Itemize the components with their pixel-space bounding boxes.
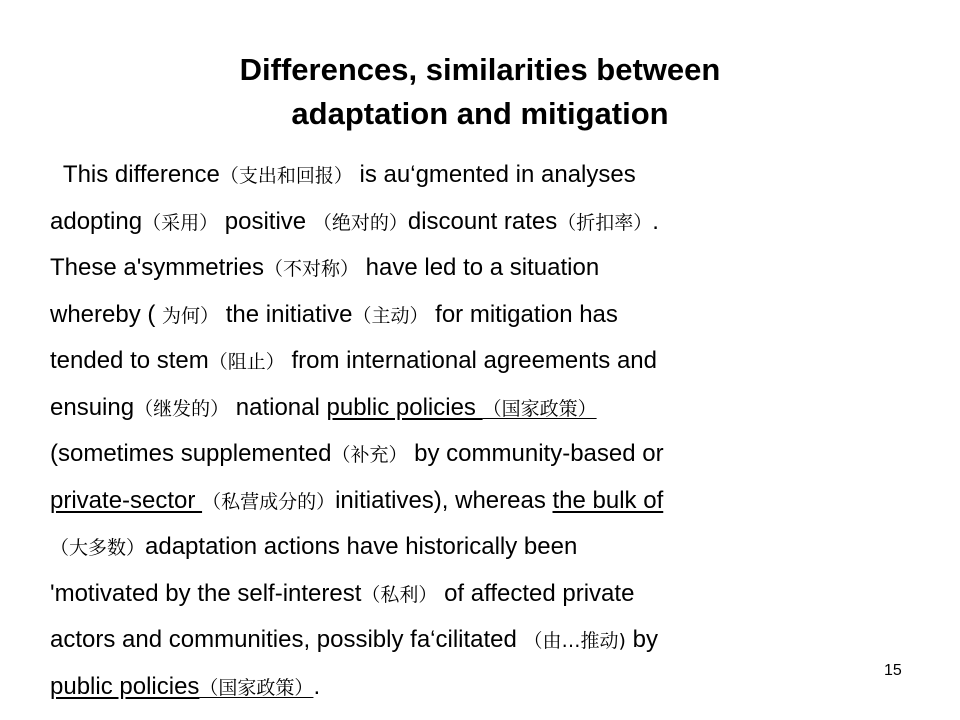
text-segment: is au‘gmented in analyses (352, 161, 636, 188)
page-number: 15 (884, 662, 902, 679)
text-line (50, 667, 910, 714)
text-segment: adopting (50, 207, 143, 235)
text-segment: national (229, 393, 327, 421)
underlined-term: private-sector (50, 486, 203, 514)
text-segment: . (313, 672, 321, 700)
text-segment: by (625, 626, 658, 653)
chinese-gloss: （绝对的） (312, 211, 408, 234)
text-line (50, 388, 910, 435)
text-segment: These a'symmetries (50, 254, 264, 281)
underlined-term: public policies (326, 393, 483, 421)
text-segment: from international agreements and (284, 347, 657, 374)
body-paragraph (50, 155, 910, 713)
text-segment: ensuing (50, 393, 135, 421)
chinese-gloss: （采用） (142, 211, 219, 234)
text-segment: discount rates (407, 207, 558, 235)
text-segment: for mitigation has (428, 300, 618, 328)
chinese-gloss: （继发的） (134, 397, 230, 420)
chinese-gloss: （私营成分的） (202, 490, 336, 513)
chinese-gloss: （支出和回报） (219, 165, 353, 187)
text-segment: whereby ( (50, 300, 163, 328)
text-line (50, 202, 910, 249)
text-segment: This difference (50, 161, 220, 188)
chinese-gloss: （由…推动) (523, 630, 626, 652)
text-line (50, 341, 910, 388)
title-line-1: Differences, similarities between (239, 52, 721, 87)
text-line (50, 434, 910, 481)
text-line (50, 481, 910, 528)
chinese-gloss: 为何） (162, 304, 220, 327)
chinese-gloss: （主动） (352, 304, 429, 327)
text-segment: by community-based or (407, 440, 664, 467)
text-segment: initiatives), whereas (335, 486, 553, 514)
text-segment: positive (218, 207, 313, 235)
text-segment: tended to stem (50, 347, 209, 374)
chinese-gloss: （折扣率） (557, 211, 653, 234)
underlined-term: public policies (50, 672, 200, 700)
text-line (50, 574, 910, 621)
text-segment: adaptation actions have historically been (145, 533, 578, 560)
text-segment: (sometimes supplemented (50, 440, 332, 467)
chinese-gloss: （阻止） (208, 351, 285, 373)
text-line (50, 527, 910, 574)
title-line-2: adaptation and mitigation (291, 96, 669, 131)
text-segment: 'motivated by the self-interest (50, 579, 362, 607)
chinese-gloss: （私利） (361, 583, 438, 606)
text-line (50, 620, 910, 667)
chinese-gloss: （大多数） (50, 537, 146, 559)
text-line (50, 155, 910, 202)
text-segment: actors and communities, possibly fa‘cilitated (50, 626, 524, 653)
chinese-gloss: （不对称） (263, 258, 359, 280)
chinese-gloss: （补充） (331, 444, 408, 466)
chinese-gloss: （国家政策） (199, 676, 314, 699)
text-segment: have led to a situation (359, 254, 600, 281)
chinese-gloss: （国家政策） (482, 397, 597, 420)
text-line (50, 295, 910, 342)
slide-title (0, 48, 960, 136)
text-line (50, 248, 910, 295)
underlined-term: the bulk of (552, 486, 664, 514)
text-segment: of affected private (437, 579, 635, 607)
text-segment: the initiative (219, 300, 353, 328)
text-segment: . (652, 207, 659, 235)
